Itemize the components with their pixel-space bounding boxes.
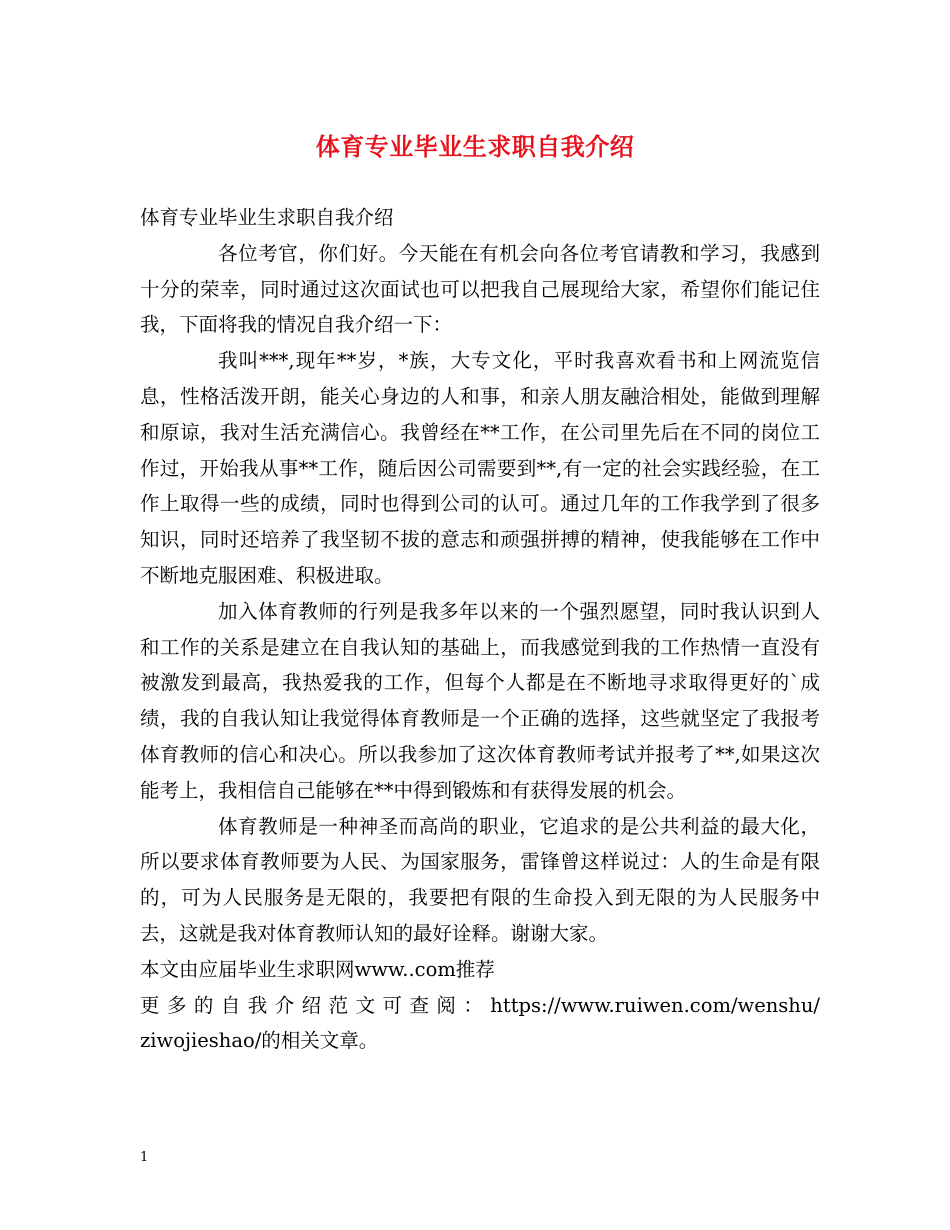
paragraph-motivation: 加入体育教师的行列是我多年以来的一个强烈愿望，同时我认识到人和工作的关系是建立在自我认知的基础上，而我感觉到我的工作热情一直没有被激发到最高，我热爱我的工作，但每个人都是在不断地寻求取得更好的`成绩，我的自我认知让我觉得体育教师是一个正确的选择，这些就坚定了我报考体育教师的信心和决心。所以我参加了这次体育教师考试并报考了**,如果这次能考上，我相信自己能够在**中得到锻炼和有获得发展的机会。 bbox=[140, 599, 820, 802]
document-body bbox=[140, 200, 820, 1059]
document-title: 体育专业毕业生求职自我介绍 bbox=[315, 132, 635, 161]
recommend-line: 本文由应届毕业生求职网www..com推荐 bbox=[140, 957, 495, 981]
paragraph-background: 我叫***,现年**岁，*族，大专文化，平时我喜欢看书和上网流览信息，性格活泼开朗，能关心身边的人和事，和亲人朋友融洽相处，能做到理解和原谅，我对生活充满信心。我曾经在**工作，在公司里先后在不同的岗位工作过，开始我从事**工作，随后因公司需要到**,有一定的社会实践经验，在工作上取得一些的成绩，同时也得到公司的认可。通过几年的工作我学到了很多知识，同时还培养了我坚韧不拔的意志和顽强拼搏的精神，使我能够在工作中不断地克服困难、积极进取。 bbox=[140, 349, 820, 587]
more-link-line-continued: ziwojieshao/的相关文章。 bbox=[140, 1029, 379, 1053]
more-link-line: 更多的自我介绍范文可查阅：https://www.ruiwen.com/wenshu/ bbox=[140, 993, 820, 1017]
document-subtitle: 体育专业毕业生求职自我介绍 bbox=[140, 206, 394, 229]
paragraph-conclusion: 体育教师是一种神圣而高尚的职业，它追求的是公共利益的最大化，所以要求体育教师要为人民、为国家服务，雷锋曾这样说过：人的生命是有限的，可为人民服务是无限的，我要把有限的生命投入到无限的为人民服务中去，这就是我对体育教师认知的最好诠释。谢谢大家。 bbox=[140, 814, 820, 945]
paragraph-greeting: 各位考官，你们好。今天能在有机会向各位考官请教和学习，我感到十分的荣幸，同时通过这次面试也可以把我自己展现给大家，希望你们能记住我，下面将我的情况自我介绍一下： bbox=[140, 241, 820, 337]
page-number: 1 bbox=[140, 1150, 149, 1165]
